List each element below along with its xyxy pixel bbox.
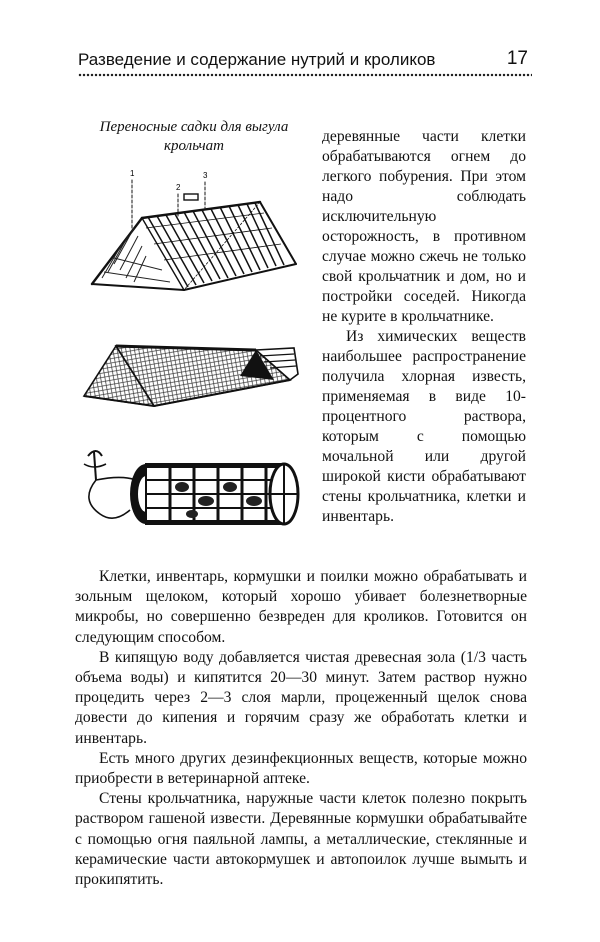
- side-column-text: [322, 127, 526, 527]
- mesh-cage-illustration: [80, 334, 306, 416]
- cylindrical-cage-illustration: [74, 440, 312, 536]
- callout-3: 3: [203, 171, 208, 180]
- side-paragraph-1: деревянные части клетки обрабатываются огнем до легкого побурения. При этом надо соблюдать исключительную осторожность, в противном случае можно сжечь не только свой крольчатник и дом, но и постройки соседей. Никогда не курите в крольчатнике.: [322, 128, 526, 325]
- paragraph-3: Есть много других дезинфекционных веществ, которые можно приобрести в ветеринарной аптеке.: [75, 749, 527, 788]
- paragraph-2: В кипящую воду добавляется чистая древесная зола (1/3 часть объема воды) и кипятится 20—30 минут. Затем раствор нужно процедить через 2—3 слоя марли, процеженный щелок снова довести до кипения и горячим сразу же обработать клетки и инвентарь.: [75, 648, 527, 747]
- figure-caption: Переносные садки для выгула крольчат: [99, 119, 289, 154]
- triangular-cage-illustration: [84, 166, 306, 298]
- side-paragraph-2: Из химических веществ наибольшее распространение получила хлорная известь, применяемая в виде 10-процентного раствора, которым с помощью мочальной или другой широкой кисти обрабатывают стены крольчатника, клетки и инвентарь.: [322, 328, 526, 525]
- dotted-rule: [78, 72, 532, 78]
- paragraph-4: Стены крольчатника, наружные части клеток полезно покрыть раствором гашеной извести. Деревянные кормушки обрабатывайте с помощью огня паяльной лампы, а металлические, стеклянные и керамические части автокормушек и автопоилок лучше вымыть и прокипятить.: [75, 790, 527, 889]
- paragraph-1: Клетки, инвентарь, кормушки и поилки можно обрабатывать и зольным щелоком, который хорошо убивает болезнетворные микробы, но совершенно безвреден для кроликов. Готовится он следующим способом.: [75, 568, 527, 646]
- running-header: [78, 44, 532, 84]
- callout-2: 2: [176, 183, 181, 192]
- main-text: [75, 567, 527, 890]
- page-number: 17: [506, 48, 528, 69]
- running-title: Разведение и содержание нутрий и кроликов: [78, 50, 436, 69]
- callout-1: 1: [130, 169, 135, 178]
